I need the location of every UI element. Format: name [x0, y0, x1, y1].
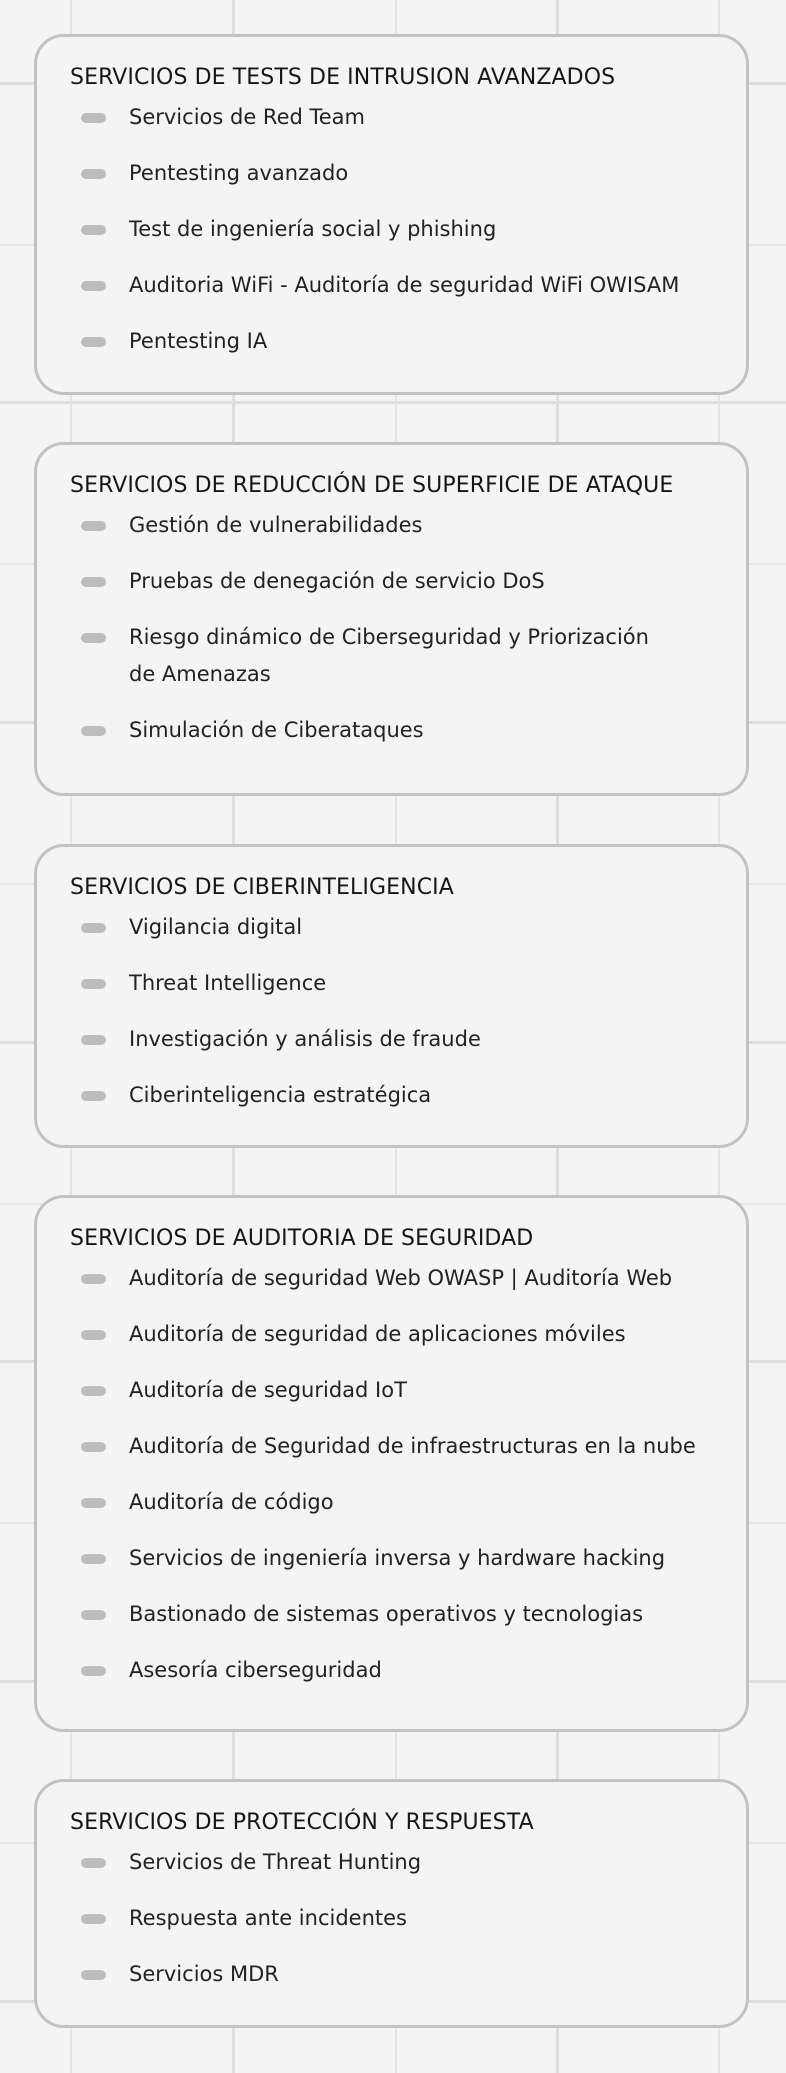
bullet-icon	[81, 337, 106, 347]
service-item[interactable]	[70, 507, 713, 544]
service-item[interactable]	[70, 965, 713, 1002]
bullet-icon	[81, 521, 106, 531]
bullet-icon	[81, 1274, 106, 1284]
bullet-icon	[81, 577, 106, 587]
bullet-icon	[81, 281, 106, 291]
bullet-icon	[81, 1610, 106, 1620]
service-item[interactable]	[70, 155, 713, 192]
bullet-icon	[81, 1970, 106, 1980]
service-link[interactable]: Riesgo dinámico de Ciberseguridad y Priorización de Amenazas	[129, 625, 649, 686]
services-card-security-audit	[34, 1195, 749, 1732]
service-link[interactable]: Servicios de Red Team	[129, 105, 365, 129]
service-link[interactable]: Pruebas de denegación de servicio DoS	[129, 569, 545, 593]
service-link[interactable]: Auditoría de Seguridad de infraestructuras en la nube	[129, 1434, 696, 1458]
card-title: SERVICIOS DE PROTECCIÓN Y RESPUESTA	[70, 1810, 534, 1835]
card-title: SERVICIOS DE REDUCCIÓN DE SUPERFICIE DE ATAQUE	[70, 473, 674, 498]
bullet-icon	[81, 113, 106, 123]
card-title: SERVICIOS DE AUDITORIA DE SEGURIDAD	[70, 1226, 534, 1251]
service-link[interactable]: Gestión de vulnerabilidades	[129, 513, 423, 537]
services-card-protection-response	[34, 1779, 749, 2028]
service-item[interactable]	[70, 1956, 713, 1993]
bullet-icon	[81, 1498, 106, 1508]
bullet-icon	[81, 923, 106, 933]
service-list	[70, 909, 713, 1114]
bullet-icon	[81, 726, 106, 736]
card-title: SERVICIOS DE CIBERINTELIGENCIA	[70, 875, 454, 900]
service-item[interactable]	[70, 712, 713, 749]
service-link[interactable]: Asesoría ciberseguridad	[129, 1658, 382, 1682]
service-list	[70, 99, 713, 360]
service-link[interactable]: Ciberinteligencia estratégica	[129, 1083, 432, 1107]
bullet-icon	[81, 1914, 106, 1924]
service-item[interactable]	[70, 1428, 713, 1465]
service-item[interactable]	[70, 1260, 713, 1297]
service-link[interactable]: Vigilancia digital	[129, 915, 303, 939]
service-item[interactable]	[70, 1316, 713, 1353]
service-link[interactable]: Bastionado de sistemas operativos y tecnologias	[129, 1602, 644, 1626]
service-list	[70, 1260, 713, 1689]
service-link[interactable]: Pentesting IA	[129, 329, 268, 353]
service-item[interactable]	[70, 909, 713, 946]
service-item[interactable]	[70, 619, 713, 693]
bullet-icon	[81, 1386, 106, 1396]
bullet-icon	[81, 633, 106, 643]
service-item[interactable]	[70, 1077, 713, 1114]
bullet-icon	[81, 979, 106, 989]
bullet-icon	[81, 225, 106, 235]
service-item[interactable]	[70, 267, 713, 304]
card-title: SERVICIOS DE TESTS DE INTRUSION AVANZADOS	[70, 65, 616, 90]
service-link[interactable]: Auditoría de seguridad Web OWASP | Auditoría Web	[129, 1266, 673, 1290]
service-link[interactable]: Auditoría de seguridad IoT	[129, 1378, 407, 1402]
service-item[interactable]	[70, 1652, 713, 1689]
bullet-icon	[81, 1858, 106, 1868]
bullet-icon	[81, 1554, 106, 1564]
service-link[interactable]: Auditoria WiFi - Auditoría de seguridad WiFi OWISAM	[129, 273, 680, 297]
service-item[interactable]	[70, 1844, 713, 1881]
bullet-icon	[81, 169, 106, 179]
service-list	[70, 507, 713, 749]
bullet-icon	[81, 1035, 106, 1045]
bullet-icon	[81, 1330, 106, 1340]
service-item[interactable]	[70, 1900, 713, 1937]
service-link[interactable]: Threat Intelligence	[129, 971, 327, 995]
bullet-icon	[81, 1442, 106, 1452]
service-item[interactable]	[70, 211, 713, 248]
service-item[interactable]	[70, 1484, 713, 1521]
grid-line	[0, 401, 786, 404]
services-card-attack-surface	[34, 442, 749, 796]
service-item[interactable]	[70, 1540, 713, 1577]
service-link[interactable]: Servicios MDR	[129, 1962, 279, 1986]
service-link[interactable]: Investigación y análisis de fraude	[129, 1027, 481, 1051]
bullet-icon	[81, 1091, 106, 1101]
service-link[interactable]: Auditoría de seguridad de aplicaciones móviles	[129, 1322, 626, 1346]
service-link[interactable]: Test de ingeniería social y phishing	[129, 217, 497, 241]
service-link[interactable]: Respuesta ante incidentes	[129, 1906, 407, 1930]
services-card-cyberintelligence	[34, 844, 749, 1148]
bullet-icon	[81, 1666, 106, 1676]
service-item[interactable]	[70, 99, 713, 136]
service-item[interactable]	[70, 323, 713, 360]
service-item[interactable]	[70, 1372, 713, 1409]
service-link[interactable]: Servicios de Threat Hunting	[129, 1850, 422, 1874]
service-item[interactable]	[70, 1596, 713, 1633]
service-list	[70, 1844, 713, 1993]
service-item[interactable]	[70, 1021, 713, 1058]
service-link[interactable]: Pentesting avanzado	[129, 161, 349, 185]
service-item[interactable]	[70, 563, 713, 600]
service-link[interactable]: Servicios de ingeniería inversa y hardware hacking	[129, 1546, 666, 1570]
service-link[interactable]: Simulación de Ciberataques	[129, 718, 424, 742]
services-card-intrusion-tests	[34, 34, 749, 395]
service-link[interactable]: Auditoría de código	[129, 1490, 334, 1514]
